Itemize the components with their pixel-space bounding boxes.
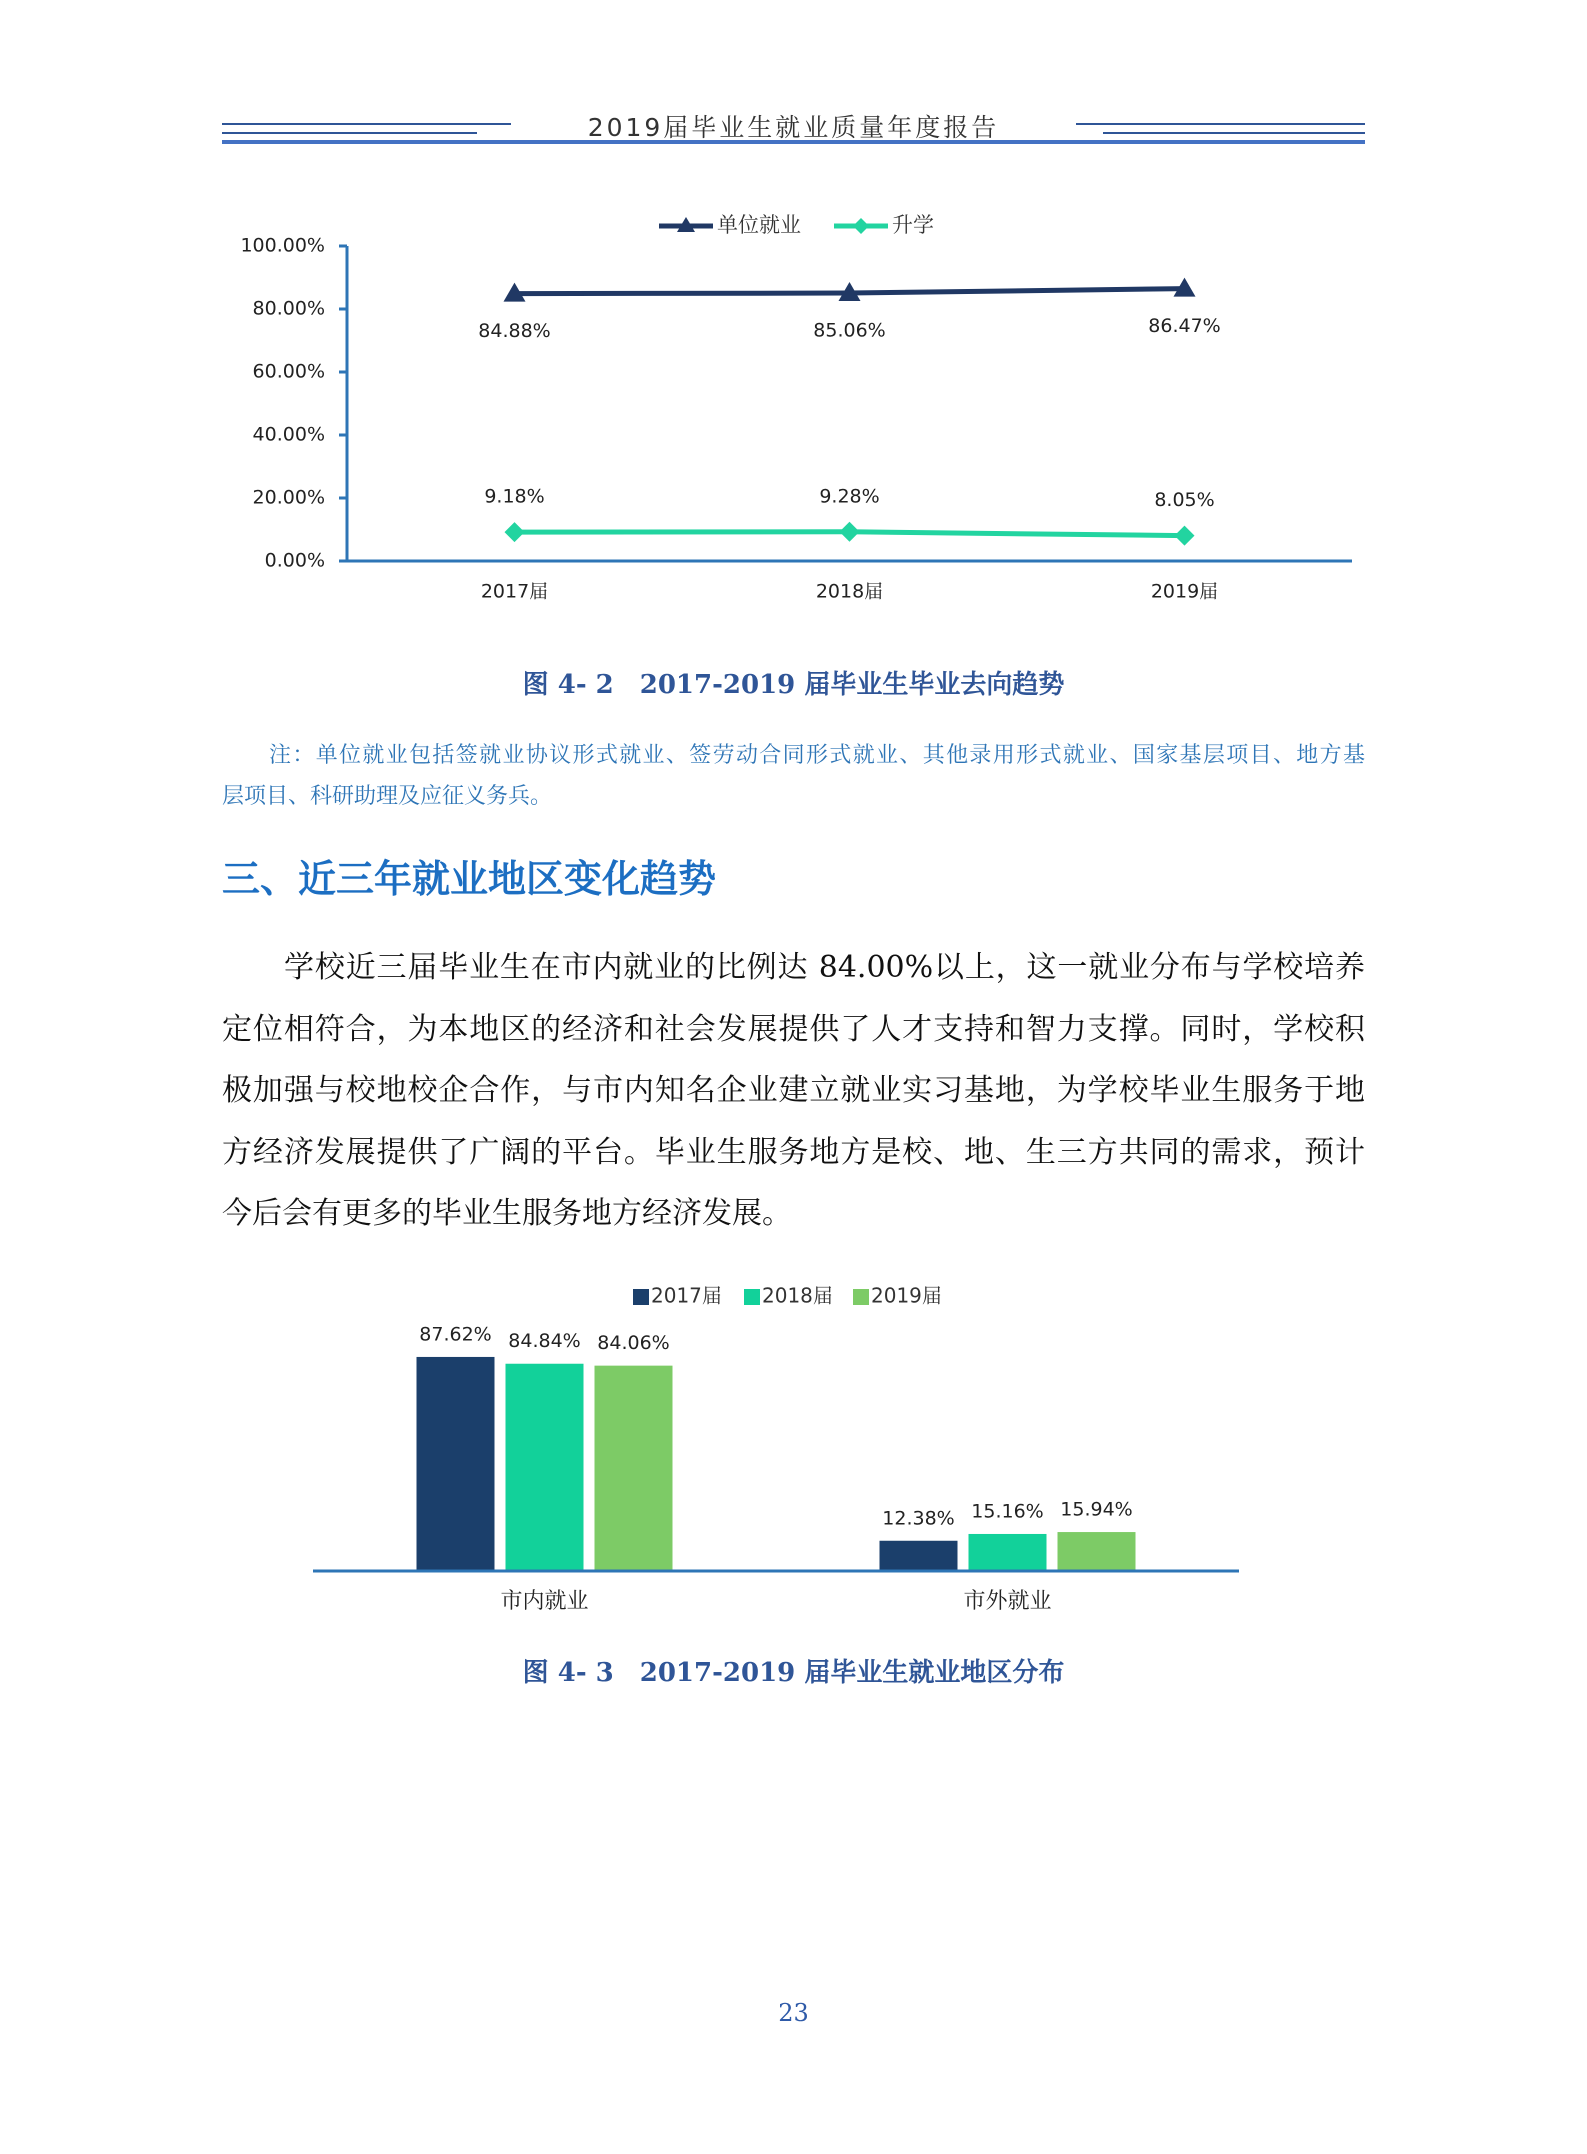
data-label: 85.06% <box>813 319 886 342</box>
data-label: 15.16% <box>971 1500 1044 1523</box>
bar <box>595 1366 673 1571</box>
note-line: 层项目、科研助理及应征义务兵。 <box>222 784 553 809</box>
y-tick-label: 60.00% <box>252 360 325 383</box>
legend-swatch <box>744 1289 760 1305</box>
bar <box>506 1364 584 1571</box>
data-label: 9.28% <box>819 485 880 508</box>
y-tick-label: 0.00% <box>264 549 325 572</box>
y-tick-label: 20.00% <box>252 486 325 509</box>
bar <box>969 1534 1047 1571</box>
figure-caption-title: 2017-2019 届毕业生就业地区分布 <box>639 1658 1065 1688</box>
legend-label: 2017届 <box>651 1283 722 1308</box>
legend-item <box>834 213 934 237</box>
line-chart-destination-trend <box>200 190 1380 630</box>
legend-label: 2019届 <box>871 1283 942 1308</box>
figure-caption-label: 图 4- 2 <box>522 670 614 700</box>
data-label: 84.06% <box>597 1332 670 1355</box>
legend-item <box>853 1284 942 1308</box>
x-tick-label: 2019届 <box>1150 580 1219 603</box>
data-point-diamond <box>840 522 860 542</box>
data-label: 87.62% <box>419 1323 492 1346</box>
legend-swatch <box>853 1289 869 1305</box>
legend-item <box>659 213 801 237</box>
figure-note <box>222 735 1365 817</box>
y-tick-label: 80.00% <box>252 297 325 320</box>
data-label: 84.84% <box>508 1330 581 1353</box>
legend-diamond-marker <box>853 218 869 234</box>
figure-caption-title: 2017-2019 届毕业生毕业去向趋势 <box>639 670 1065 700</box>
body-paragraph <box>222 937 1365 1245</box>
legend-swatch <box>633 1289 649 1305</box>
legend-label: 升学 <box>892 213 934 237</box>
legend-item <box>633 1284 722 1308</box>
data-point-diamond <box>505 522 525 542</box>
data-label: 86.47% <box>1148 315 1221 338</box>
legend-label: 单位就业 <box>717 213 801 237</box>
data-label: 8.05% <box>1154 489 1215 512</box>
x-tick-label: 市内就业 <box>500 1589 589 1614</box>
figure-caption-4-3 <box>0 1657 1587 1689</box>
x-tick-label: 2018届 <box>815 580 884 603</box>
figure-caption-label: 图 4- 3 <box>522 1658 614 1688</box>
paragraph-line: 定位相符合，为本地区的经济和社会发展提供了人才支持和智力支撑。同时，学校积 <box>222 1011 1365 1047</box>
legend-label: 2018届 <box>762 1283 833 1308</box>
page-number: 23 <box>778 1999 809 2027</box>
x-tick-label: 2017届 <box>480 580 549 603</box>
data-label: 84.88% <box>478 320 551 343</box>
paragraph-line: 极加强与校地校企合作，与市内知名企业建立就业实习基地，为学校毕业生服务于地 <box>222 1073 1365 1108</box>
bar-chart-region-distribution <box>300 1270 1260 1620</box>
legend-item <box>744 1284 833 1308</box>
header-title: 2019届毕业生就业质量年度报告 <box>587 113 1000 142</box>
paragraph-line: 方经济发展提供了广阔的平台。毕业生服务地方是校、地、生三方共同的需求，预计 <box>222 1134 1365 1170</box>
x-tick-label: 市外就业 <box>963 1589 1052 1614</box>
data-label: 15.94% <box>1060 1498 1133 1521</box>
data-label: 12.38% <box>882 1507 955 1530</box>
paragraph-line: 学校近三届毕业生在市内就业的比例达 84.00%以上，这一就业分布与学校培养 <box>284 950 1365 985</box>
paragraph-line: 今后会有更多的毕业生服务地方经济发展。 <box>222 1196 792 1231</box>
y-tick-label: 100.00% <box>240 234 325 257</box>
figure-caption-4-2 <box>0 669 1587 701</box>
bar <box>1058 1532 1136 1571</box>
section-heading: 三、近三年就业地区变化趋势 <box>222 857 717 901</box>
y-tick-label: 40.00% <box>252 423 325 446</box>
bar <box>880 1541 958 1571</box>
note-line: 注：单位就业包括签就业协议形式就业、签劳动合同形式就业、其他录用形式就业、国家基层项目、地方基 <box>269 743 1365 768</box>
data-point-diamond <box>1175 526 1195 546</box>
bar <box>417 1357 495 1571</box>
data-label: 9.18% <box>484 485 545 508</box>
